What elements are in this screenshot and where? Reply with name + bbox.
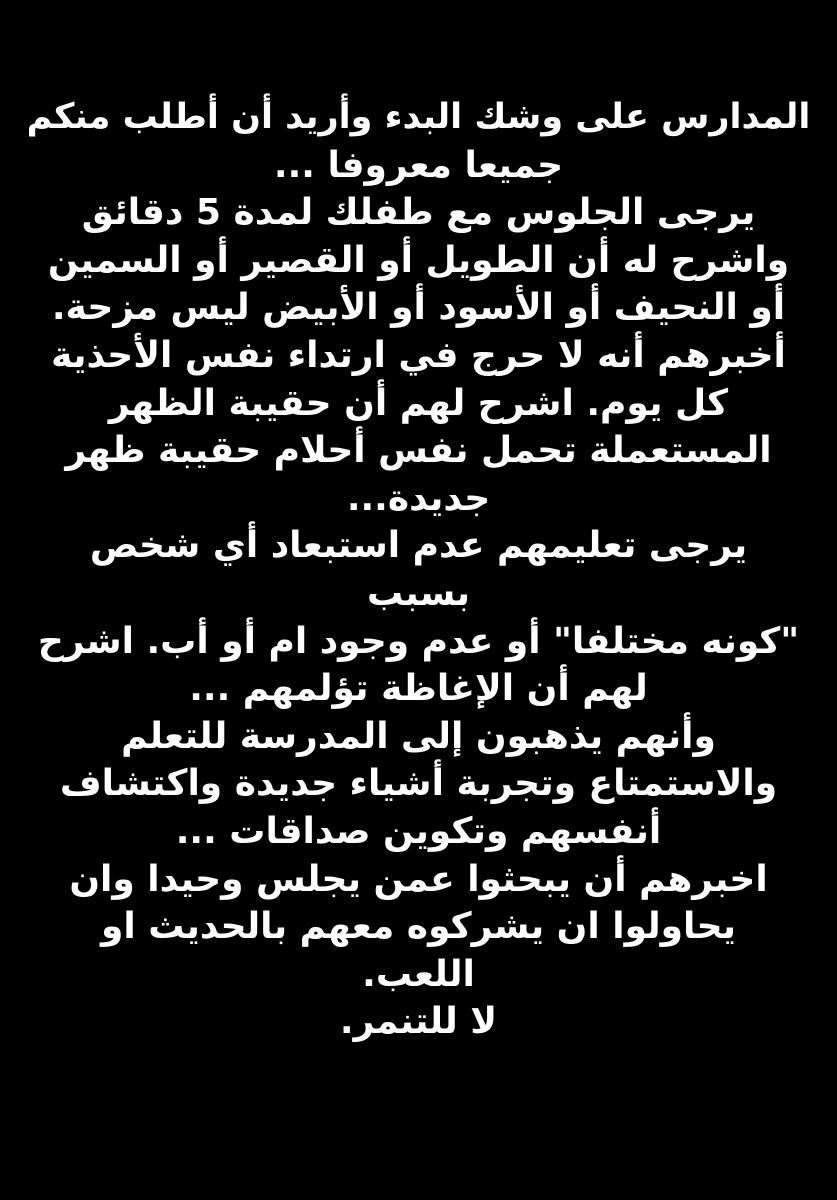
text-line: أنفسهم وتكوين صداقات ... (175, 810, 662, 852)
message-text (20, 94, 817, 1046)
text-line: لهم أن الإغاظة تؤلمهم ... (189, 668, 648, 710)
text-line: يرجى تعليمهم عدم استبعاد أي شخص (89, 525, 748, 567)
text-line: واشرح له أن الطويل أو القصير أو السمين (47, 239, 790, 281)
text-line: المدارس على وشك البدء وأريد أن أطلب منكم (26, 97, 811, 137)
text-line: "كونه مختلفا" أو عدم وجود ام أو أب. اشرح (37, 620, 800, 662)
text-line: أخبرهم أنه لا حرج في ارتداء نفس الأحذية (51, 334, 786, 376)
text-line: لا للتنمر. (339, 1001, 498, 1043)
text-line: والاستمتاع وتجربة أشياء جديدة واكتشاف (59, 763, 778, 805)
text-line: كل يوم. اشرح لهم أن حقيبة الظهر (108, 382, 729, 424)
text-line: يحاولوا ان يشركوه معهم بالحديث او (100, 906, 737, 948)
text-line: جديدة... (346, 477, 491, 519)
text-line: يرجى الجلوس مع طفلك لمدة 5 دقائق (81, 192, 756, 234)
text-line: اخبرهم أن يبحثوا عمن يجلس وحيدا وان (69, 858, 768, 900)
text-line: بسبب (367, 572, 470, 614)
text-line: المستعملة تحمل نفس أحلام حقيبة ظهر (65, 430, 772, 472)
text-line: وأنهم يذهبون إلى المدرسة للتعلم (121, 715, 716, 757)
text-line: أو النحيف أو الأسود أو الأبيض ليس مزحة. (51, 287, 786, 329)
text-line: اللعب. (362, 953, 475, 995)
text-line: جميعا معروفا ... (273, 144, 564, 186)
